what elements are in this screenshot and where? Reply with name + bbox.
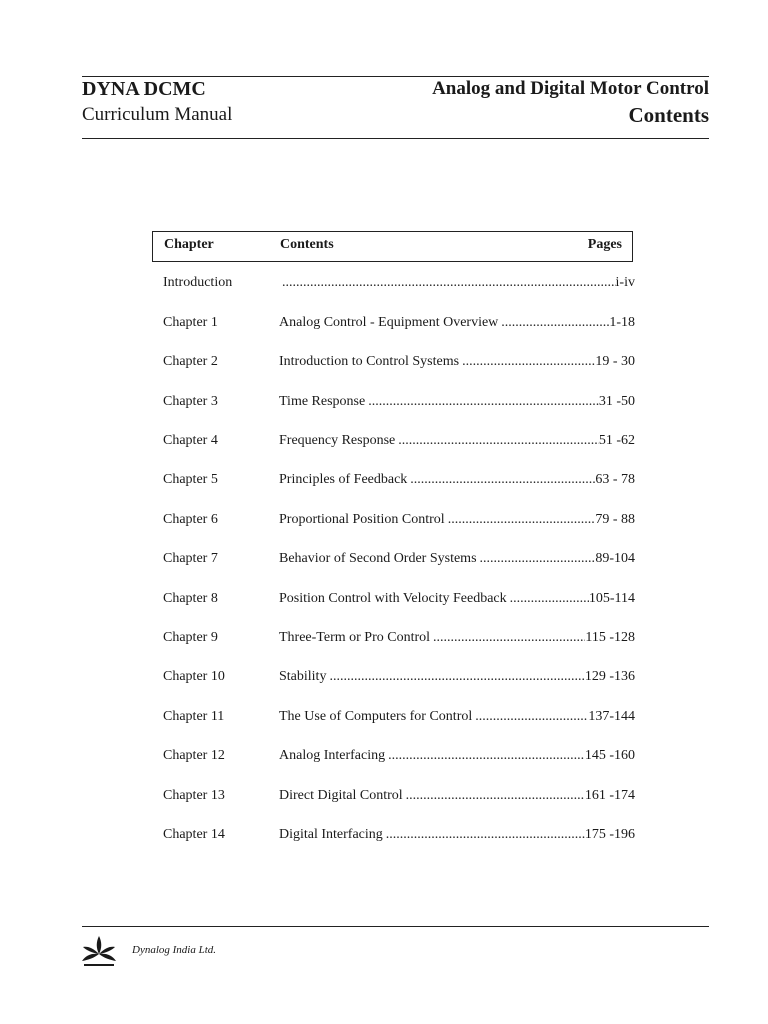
dot-leader [407, 472, 595, 488]
chapter-title: Principles of Feedback [279, 472, 408, 487]
chapter-title: Introduction to Control Systems [279, 354, 460, 369]
header-bottom-rule [82, 138, 709, 139]
page-range: 19 - 30 [595, 354, 635, 369]
contents-entry [279, 512, 635, 528]
chapter-title: The Use of Computers for Control [279, 709, 473, 724]
table-row [163, 709, 635, 729]
dot-leader [459, 354, 595, 370]
table-row [163, 394, 635, 414]
table-row [163, 354, 635, 374]
dot-leader [385, 748, 585, 764]
page-range: 105-114 [588, 591, 635, 606]
manual-subtitle: Curriculum Manual [82, 104, 233, 125]
page-range: 1-18 [609, 315, 635, 330]
contents-entry [279, 591, 635, 607]
dot-leader [403, 788, 585, 804]
dot-leader [430, 630, 585, 646]
table-row [163, 788, 635, 808]
chapter-label: Chapter 4 [163, 433, 218, 448]
chapter-title: Proportional Position Control [279, 512, 445, 527]
dot-leader [395, 433, 599, 449]
dot-leader [445, 512, 596, 528]
contents-entry [279, 354, 635, 370]
contents-entry [279, 827, 635, 843]
chapter-title: Position Control with Velocity Feedback [279, 591, 507, 606]
dot-leader [383, 827, 585, 843]
chapter-label: Chapter 3 [163, 394, 218, 409]
chapter-label: Chapter 14 [163, 827, 225, 842]
contents-entry [279, 788, 635, 804]
chapter-label: Chapter 11 [163, 709, 225, 724]
chapter-title: Analog Interfacing [279, 748, 386, 763]
chapter-label: Chapter 8 [163, 591, 218, 606]
page-range: 145 -160 [584, 748, 635, 763]
contents-entry [279, 315, 635, 331]
table-row [163, 433, 635, 453]
chapter-label: Introduction [163, 275, 233, 290]
page-range: i-iv [615, 275, 635, 290]
table-row [163, 630, 635, 650]
column-header-chapter: Chapter [164, 237, 214, 252]
page-range: 137-144 [588, 709, 635, 724]
chapter-label: Chapter 7 [163, 551, 218, 566]
dot-leader [279, 275, 616, 291]
contents-entry [279, 394, 635, 410]
dot-leader [477, 551, 596, 567]
chapter-label: Chapter 2 [163, 354, 218, 369]
column-header-contents: Contents [280, 237, 334, 252]
course-title: Analog and Digital Motor Control [432, 78, 709, 99]
chapter-title: Digital Interfacing [279, 827, 383, 842]
chapter-title: Time Response [279, 394, 366, 409]
column-header-pages: Pages [587, 237, 622, 252]
table-row [163, 512, 635, 532]
contents-entry [279, 748, 635, 764]
page-range: 129 -136 [584, 669, 635, 684]
page-range: 161 -174 [584, 788, 635, 803]
contents-entry [279, 275, 635, 291]
chapter-label: Chapter 5 [163, 472, 218, 487]
chapter-label: Chapter 1 [163, 315, 218, 330]
dot-leader [498, 315, 609, 331]
chapter-title: Frequency Response [279, 433, 396, 448]
chapter-title: Stability [279, 669, 327, 684]
table-row [163, 748, 635, 768]
chapter-label: Chapter 12 [163, 748, 225, 763]
contents-entry [279, 709, 635, 725]
dot-leader [365, 394, 599, 410]
contents-entry [279, 669, 635, 685]
table-row [163, 275, 635, 295]
contents-entry [279, 551, 635, 567]
chapter-label: Chapter 6 [163, 512, 218, 527]
company-name: Dynalog India Ltd. [132, 944, 217, 956]
chapter-label: Chapter 10 [163, 669, 225, 684]
table-row [163, 472, 635, 492]
page-range: 51 -62 [598, 433, 635, 448]
table-row [163, 551, 635, 571]
page-range: 63 - 78 [595, 472, 635, 487]
chapter-label: Chapter 13 [163, 788, 225, 803]
page-range: 175 -196 [584, 827, 635, 842]
contents-entry [279, 433, 635, 449]
header-top-rule [82, 76, 709, 77]
footer-rule [82, 926, 709, 927]
page-title: Contents [628, 103, 709, 127]
contents-entry [279, 472, 635, 488]
dot-leader [326, 669, 584, 685]
manual-title: DYNA DCMC [82, 78, 206, 100]
contents-entry [279, 630, 635, 646]
page-range: 115 -128 [585, 630, 635, 645]
table-header [152, 231, 633, 262]
chapter-label: Chapter 9 [163, 630, 218, 645]
table-row [163, 591, 635, 611]
table-row [163, 669, 635, 689]
page-range: 89-104 [595, 551, 635, 566]
page-range: 79 - 88 [595, 512, 635, 527]
chapter-title: Behavior of Second Order Systems [279, 551, 477, 566]
table-row [163, 827, 635, 847]
dot-leader [507, 591, 589, 607]
table-row [163, 315, 635, 335]
dynalog-logo-icon [80, 934, 118, 968]
page-range: 31 -50 [598, 394, 635, 409]
chapter-title: Three-Term or Pro Control [279, 630, 431, 645]
dot-leader [472, 709, 588, 725]
chapter-title: Direct Digital Control [279, 788, 403, 803]
chapter-title: Analog Control - Equipment Overview [279, 315, 499, 330]
